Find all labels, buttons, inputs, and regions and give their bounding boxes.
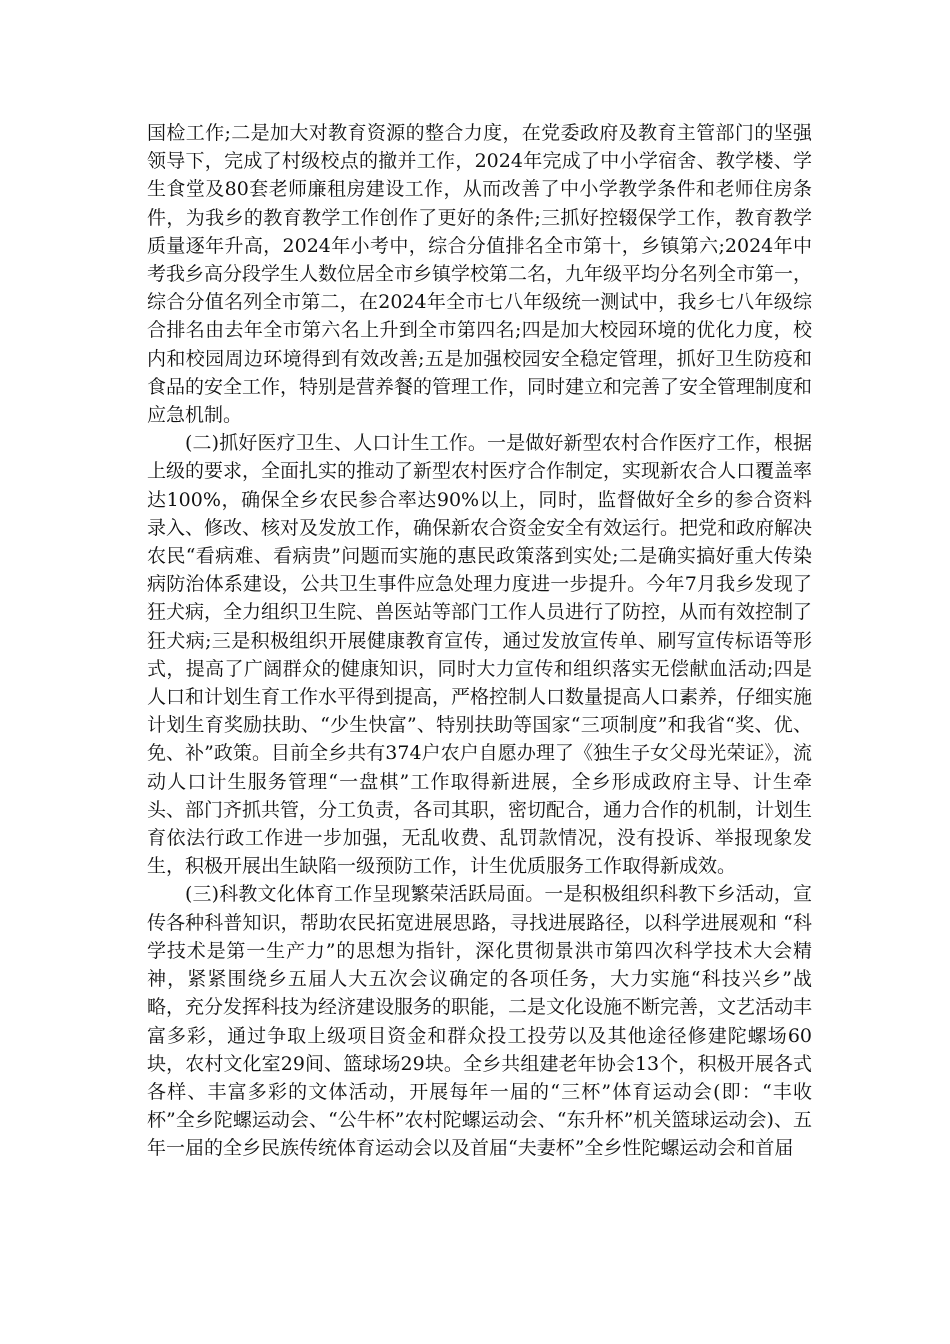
paragraph-medical-health: (二)抓好医疗卫生、人口计生工作。一是做好新型农村合作医疗工作，根据上级的要求，全面扎实的推动了新型农村医疗合作制定，实现新农合人口覆盖率达100%，确保全乡农民参合率达90%以上，同时，监督做好全乡的参合资料录入、修改、核对及发放工作，确保新农合资金安全有效运行。把党和政府解决农民“看病难、看病贵”问题而实施的惠民政策落到实处;二是确实搞好重大传染病防治体系建设，公共卫生事件应急处理力度进一步提升。今年7月我乡发现了狂犬病，全力组织卫生院、兽医站等部门工作人员进行了防控，从而有效控制了狂犬病;三是积极组织开展健康教育宣传，通过发放宣传单、刷写宣传标语等形式，提高了广阔群众的健康知识，同时大力宣传和组织落实无偿献血活动;四是人口和计划生育工作水平得到提高，严格控制人口数量提高人口素养，仔细实施计划生育奖励扶助、“少生快富”、特别扶助等国家“三项制度”和我省“奖、优、免、补”政策。目前全乡共有374户农户自愿办理了《独生子女父母光荣证》，流动人口计生服务管理“一盘棋”工作取得新进展，全乡形成政府主导、计生牵头、部门齐抓共管，分工负责，各司其职，密切配合，通力合作的机制，计划生育依法行政工作进一步加强，无乱收费、乱罚款情况，没有投诉、举报现象发生，积极开展出生缺陷一级预防工作，计生优质服务工作取得新成效。	[147, 432, 813, 878]
document-page	[147, 119, 812, 1163]
paragraph-science-culture-sports: (三)科教文化体育工作呈现繁荣活跃局面。一是积极组织科教下乡活动，宣传各种科普知识，帮助农民拓宽进展思路，寻找进展路径，以科学进展观和 “科学技术是第一生产力”的思想为指针，深化贯彻景洪市第四次科学技术大会精神，紧紧围绕乡五届人大五次会议确定的各项任务，大力实施“科技兴乡”战略，充分发挥科技为经济建设服务的职能，二是文化设施不断完善，文艺活动丰富多彩，通过争取上级项目资金和群众投工投劳以及其他途径修建陀螺场60块，农村文化室29间、篮球场29块。全乡共组建老年协会13个，积极开展各式各样、丰富多彩的文体活动，开展每年一届的“三杯”体育运动会(即：“丰收杯”全乡陀螺运动会、“公牛杯”农村陀螺运动会、“东升杯”机关篮球运动会)、五年一届的全乡民族传统体育运动会以及首届“夫妻杯”全乡性陀螺运动会和首届	[147, 883, 813, 1160]
paragraph-education: 国检工作;二是加大对教育资源的整合力度，在党委政府及教育主管部门的坚强领导下，完成了村级校点的撤并工作，2024年完成了中小学宿舍、教学楼、学生食堂及80套老师廉租房建设工作，从而改善了中小学教学条件和老师住房条件，为我乡的教育教学工作创作了更好的条件;三抓好控辍保学工作，教育教学质量逐年升高，2024年小考中，综合分值排名全市第十，乡镇第六;2024年中考我乡高分段学生人数位居全市乡镇学校第二名，九年级平均分名列全市第一，综合分值名列全市第二，在2024年全市七八年级统一测试中，我乡七八年级综合排名由去年全市第六名上升到全市第四名;四是加大校园环境的优化力度，校内和校园周边环境得到有效改善;五是加强校园安全稳定管理，抓好卫生防疫和食品的安全工作，特别是营养餐的管理工作，同时建立和完善了安全管理制度和应急机制。	[147, 122, 813, 427]
